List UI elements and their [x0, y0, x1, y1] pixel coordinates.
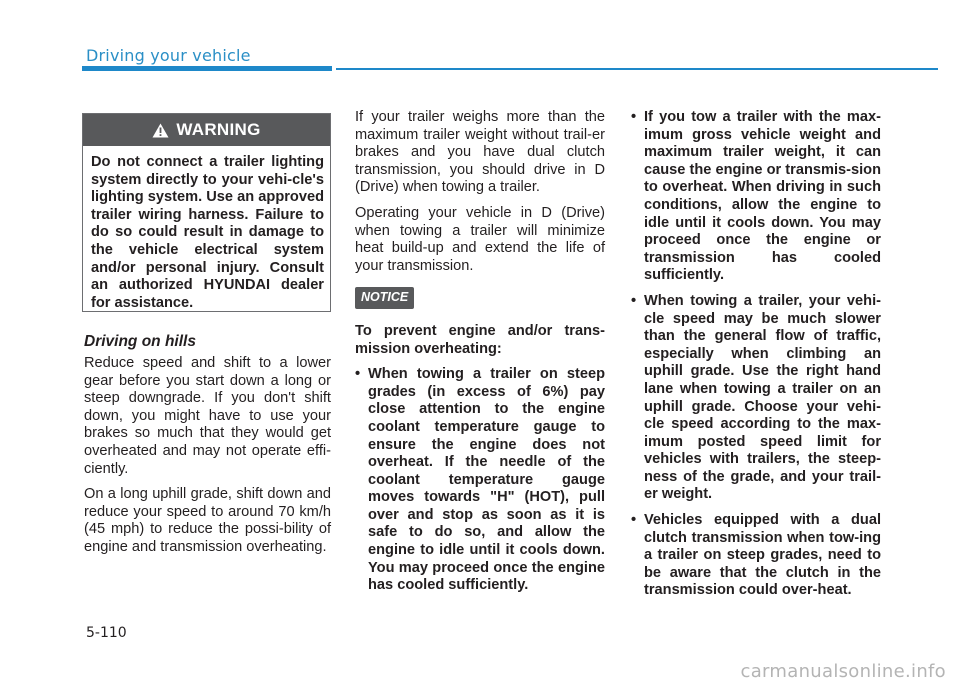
bullet-icon: •: [631, 512, 637, 529]
bullet-icon: •: [355, 366, 361, 383]
list-item: [631, 293, 881, 504]
notice-bullet-1: When towing a trailer on steep grades (in excess of 6%) pay close attention to the engine coolant temperature gauge to ensure the engine does not overheat. If the needle of the coolant temperature gauge moves towards "H" (HOT), pull over and stop as soon as it is safe to do so, and allow the engine to idle until it cools down. You may proceed once the engine has cooled sufficiently.: [368, 366, 605, 594]
notice-list: [355, 366, 605, 595]
warning-text: Do not connect a trailer lighting system directly to your vehi-cle's lighting system. Use an approved trailer wiring harness. Failure to do so could result in damage to the vehicle electrical system and/or personal injury. Consult an authorized HYUNDAI dealer for assistance.: [91, 154, 324, 311]
trailer-paragraph-2: Operating your vehicle in D (Drive) when towing a trailer will minimize heat build-up and extend the life of your transmission.: [355, 204, 605, 274]
list-item: [355, 366, 605, 595]
watermark: carmanualsonline.info: [740, 661, 946, 682]
bullet-icon: •: [631, 109, 637, 125]
warning-header: [83, 114, 330, 146]
hills-paragraph-2: On a long uphill grade, shift down and reduce your speed to around 70 km/h (45 mph) to reduce the possi-bility of engine and transmission overheating.: [84, 486, 331, 555]
page-number: 5-110: [86, 625, 127, 641]
warning-triangle-icon: [152, 123, 169, 138]
column-3: [631, 109, 881, 608]
hills-paragraph-1: Reduce speed and shift to a lower gear before you start down a long or steep downgrade. If you don't shift down, you might have to use your brakes so much that they would get overheated and may not operate effi-ciently.: [84, 355, 331, 477]
warning-label: WARNING: [176, 120, 261, 139]
warning-box: [82, 113, 331, 312]
notice-badge: NOTICE: [355, 287, 414, 309]
section-title: Driving your vehicle: [86, 46, 251, 65]
hills-heading: Driving on hills: [84, 333, 196, 350]
bullet-icon: •: [631, 292, 637, 309]
caution-bullet-2: When towing a trailer, your vehi-cle speed may be much slower than the general flow of traffic, especially when climbing an uphill grade. Use the right hand lane when towing a trailer on an uphill grade. Choose your vehi-cle speed according to the max-imum posted speed limit for vehicles with trailers, the steep-ness of the grade, and your trail-er weight.: [644, 292, 881, 503]
list-item: [631, 109, 881, 285]
column-2: [355, 109, 605, 603]
caution-bullet-1: If you tow a trailer with the max-imum gross vehicle weight and maximum trailer weight, it can cause the engine or transmis-sion to overheat. When driving in such conditions, allow the engine to idle until it cools down. You may proceed once the engine or transmission has cooled sufficiently.: [644, 109, 881, 284]
caution-bullet-3: Vehicles equipped with a dual clutch transmission when tow-ing a trailer on steep grades, need to be aware that the clutch in the transmission could over-heat.: [644, 512, 881, 599]
hills-section: [84, 355, 331, 565]
header-rule-thick: [82, 66, 332, 71]
header-rule-thin: [336, 68, 938, 70]
caution-list: [631, 109, 881, 600]
trailer-paragraph-1: If your trailer weighs more than the maximum trailer weight without trail-er brakes and you have dual clutch transmission, you should drive in D (Drive) when towing a trailer.: [355, 109, 605, 196]
list-item: [631, 512, 881, 600]
notice-heading: To prevent engine and/or trans-mission overheating:: [355, 322, 605, 357]
